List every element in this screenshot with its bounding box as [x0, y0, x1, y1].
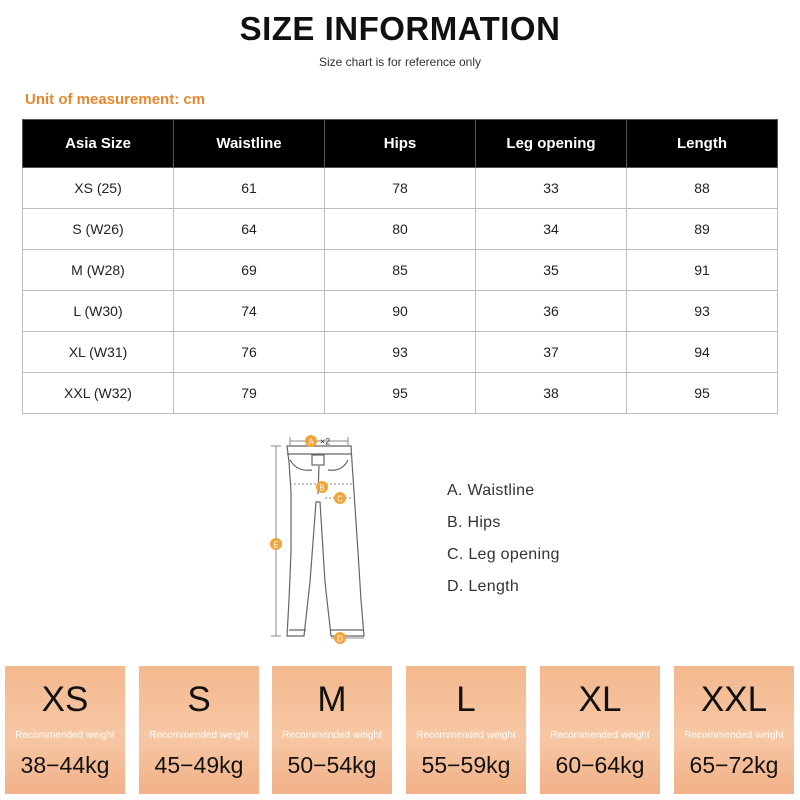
weight-card-l: [406, 666, 526, 794]
table-row: [23, 209, 778, 250]
measurement-legend: [447, 478, 560, 606]
weight-card-range: 38−44kg: [20, 752, 110, 778]
table-cell: 95: [627, 373, 778, 414]
column-header-hips: Hips: [325, 120, 476, 168]
table-cell: L (W30): [23, 291, 174, 332]
legend-item-waistline: A. Waistline: [447, 482, 535, 499]
weight-card-range: 60−64kg: [555, 752, 645, 778]
table-cell: 78: [325, 168, 476, 209]
weight-card-s: [139, 666, 259, 794]
table-cell: 88: [627, 168, 778, 209]
table-row: [23, 373, 778, 414]
weight-card-label: Recommended weight: [684, 730, 784, 741]
jeans-diagram: [262, 432, 372, 647]
column-header-leg-opening: Leg opening: [476, 120, 627, 168]
svg-text:C: C: [337, 494, 343, 504]
weight-card-size: L: [456, 680, 476, 719]
unit-label: Unit of measurement: cm: [25, 91, 206, 108]
legend-item-leg-opening: C. Leg opening: [447, 546, 560, 563]
jeans-outline-icon: [287, 446, 364, 636]
table-cell: 74: [174, 291, 325, 332]
table-cell: 64: [174, 209, 325, 250]
weight-card-label: Recommended weight: [282, 730, 382, 741]
weight-card-xl: [540, 666, 660, 794]
table-cell: M (W28): [23, 250, 174, 291]
weight-card-range: 55−59kg: [421, 752, 511, 778]
table-cell: 33: [476, 168, 627, 209]
weight-card-label: Recommended weight: [550, 730, 650, 741]
table-cell: 61: [174, 168, 325, 209]
weight-card-label: Recommended weight: [15, 730, 115, 741]
legend-item-hips: B. Hips: [447, 514, 501, 531]
table-cell: 38: [476, 373, 627, 414]
table-cell: 36: [476, 291, 627, 332]
table-header-row: [23, 120, 778, 168]
marker-b: [316, 481, 328, 493]
weight-card-range: 50−54kg: [287, 752, 377, 778]
weight-card-label: Recommended weight: [416, 730, 516, 741]
weight-card-range: 65−72kg: [689, 752, 779, 778]
table-cell: 90: [325, 291, 476, 332]
weight-card-size: XL: [578, 680, 622, 719]
svg-text:A: A: [308, 437, 314, 447]
table-cell: 93: [627, 291, 778, 332]
table-cell: 34: [476, 209, 627, 250]
table-cell: 76: [174, 332, 325, 373]
table-cell: 79: [174, 373, 325, 414]
table-row: [23, 291, 778, 332]
weight-cards: [5, 666, 800, 796]
table-cell: 94: [627, 332, 778, 373]
page-title: SIZE INFORMATION: [239, 10, 561, 47]
weight-card-m: [272, 666, 392, 794]
table-row: [23, 332, 778, 373]
size-table: [22, 119, 778, 414]
marker-c: [334, 492, 346, 504]
legend-item-length: D. Length: [447, 578, 520, 595]
column-header-length: Length: [627, 120, 778, 168]
marker-d: [334, 632, 346, 644]
table-cell: XL (W31): [23, 332, 174, 373]
table-cell: 93: [325, 332, 476, 373]
table-cell: 37: [476, 332, 627, 373]
column-header-waistline: Waistline: [174, 120, 325, 168]
svg-text:B: B: [319, 483, 325, 493]
table-cell: S (W26): [23, 209, 174, 250]
svg-text:E: E: [273, 540, 279, 550]
marker-e: [270, 538, 282, 550]
table-row: [23, 168, 778, 209]
weight-card-size: XXL: [700, 680, 768, 719]
table-cell: 69: [174, 250, 325, 291]
table-cell: 95: [325, 373, 476, 414]
weight-card-label: Recommended weight: [149, 730, 249, 741]
svg-text:D: D: [337, 634, 343, 644]
page-subtitle: Size chart is for reference only: [318, 55, 482, 69]
weight-card-size: XS: [41, 680, 89, 719]
table-cell: XS (25): [23, 168, 174, 209]
table-cell: 35: [476, 250, 627, 291]
table-cell: 80: [325, 209, 476, 250]
table-cell: 91: [627, 250, 778, 291]
weight-card-range: 45−49kg: [154, 752, 244, 778]
table-cell: 85: [325, 250, 476, 291]
weight-card-xxl: [674, 666, 794, 794]
column-header-asia-size: Asia Size: [23, 120, 174, 168]
table-cell: XXL (W32): [23, 373, 174, 414]
weight-card-size: M: [317, 680, 347, 719]
svg-text:×2: ×2: [319, 436, 331, 447]
table-row: [23, 250, 778, 291]
weight-card-size: S: [187, 680, 211, 719]
weight-card-xs: [5, 666, 125, 794]
table-cell: 89: [627, 209, 778, 250]
